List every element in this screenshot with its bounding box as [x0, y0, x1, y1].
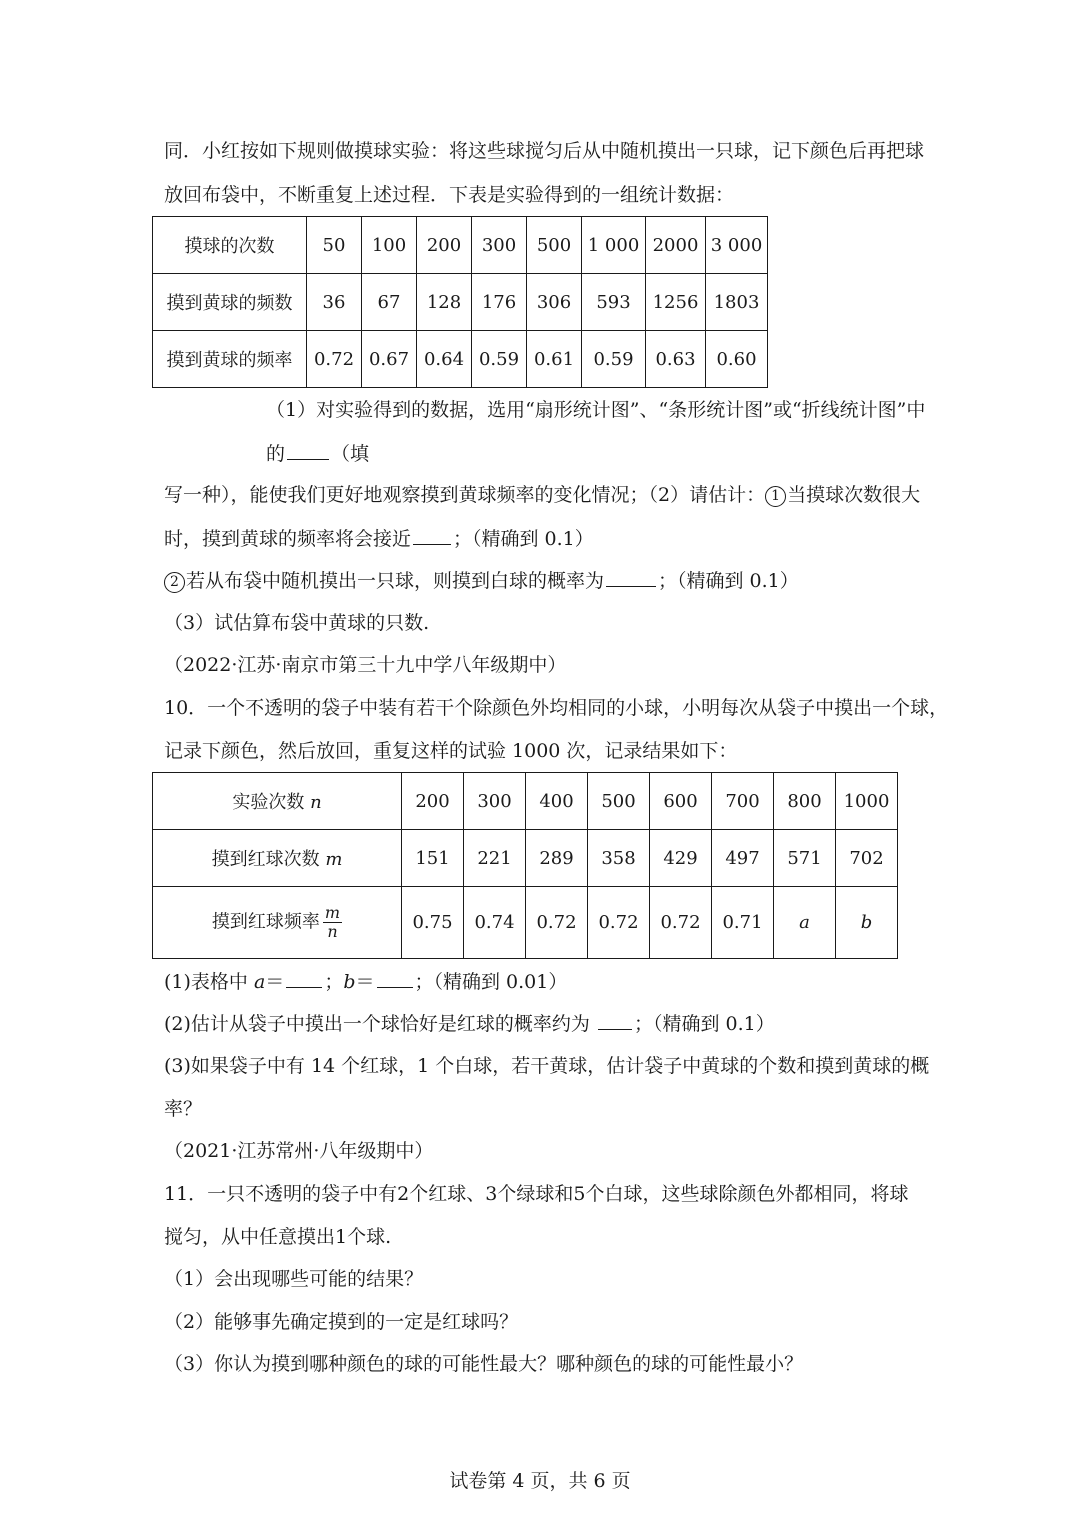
- table-cell: 176: [472, 274, 527, 331]
- q11-line1: 11．一只不透明的袋子中有2个红球、3个绿球和5个白球，这些球除颜色外都相同，将球: [164, 1183, 909, 1205]
- answer-blank[interactable]: [287, 441, 329, 460]
- row-label: 摸到红球频率: [211, 911, 320, 933]
- intro-line-2: 放回布袋中，不断重复上述过程．下表是实验得到的一组统计数据：: [164, 184, 735, 206]
- q9-part1-text-a: 的: [266, 443, 286, 465]
- q11-sub1: （1）会出现哪些可能的结果？: [164, 1268, 424, 1290]
- table-header-cell: 摸到黄球的频率: [153, 331, 307, 388]
- table-cell: 358: [588, 830, 650, 887]
- table-cell: 1000: [836, 773, 898, 830]
- q9-part3: （3）试估算布袋中黄球的只数.: [164, 612, 430, 634]
- fraction-m-over-n: [323, 904, 342, 941]
- table-cell: 0.60: [706, 331, 768, 388]
- table-cell: 36: [307, 274, 362, 331]
- q10-line2: 记录下颜色，然后放回，重复这样的试验 1000 次，记录结果如下：: [164, 740, 738, 762]
- q11-sub2: （2）能够事先确定摸到的一定是红球吗？: [164, 1311, 519, 1333]
- table-cell: 300: [464, 773, 526, 830]
- table-row: [153, 830, 898, 887]
- var-n: n: [310, 792, 322, 813]
- q9-part1-line2: [266, 441, 369, 466]
- equals-sign: ＝: [265, 971, 285, 993]
- q10-sub2: [164, 1011, 775, 1036]
- table-cell: 400: [526, 773, 588, 830]
- separator: ；: [324, 971, 344, 993]
- q10-sub3-line2: 率？: [164, 1098, 203, 1120]
- table-cell: 702: [836, 830, 898, 887]
- table-cell: 500: [588, 773, 650, 830]
- circled-number-1: 1: [765, 486, 786, 507]
- q9-part2-text-c: 若从布袋中随机摸出一只球，则摸到白球的概率为: [186, 570, 605, 592]
- q9-part2-line1: [164, 526, 594, 551]
- table-cell: 700: [712, 773, 774, 830]
- q10-sub1: [164, 969, 567, 994]
- table-cell: 429: [650, 830, 712, 887]
- q10-sub2-text: (2)估计从袋子中摸出一个球恰好是红球的概率约为: [164, 1013, 590, 1035]
- q9-part1-text-b: （填: [331, 443, 370, 465]
- fraction-numerator: m: [324, 903, 341, 922]
- table-row: [153, 773, 898, 830]
- source-q10: （2022·江苏·南京市第三十九中学八年级期中）: [164, 654, 567, 676]
- table-cell: 221: [464, 830, 526, 887]
- q11-sub3: （3）你认为摸到哪种颜色的球的可能性最大？哪种颜色的球的可能性最小？: [164, 1353, 804, 1375]
- equals-sign: ＝: [355, 971, 375, 993]
- table-row: [153, 331, 768, 388]
- table-cell: 0.63: [646, 331, 706, 388]
- table-cell: 0.64: [417, 331, 472, 388]
- table-header-cell: [153, 773, 402, 830]
- table-header-cell: [153, 830, 402, 887]
- table-row: [153, 274, 768, 331]
- intro-line-1: 同．小红按如下规则做摸球实验：将这些球搅匀后从中随机摸出一只球，记下颜色后再把球: [164, 140, 925, 162]
- table-cell: 0.71: [712, 887, 774, 959]
- table-header-cell: 摸到黄球的频数: [153, 274, 307, 331]
- q9-part1-line1: （1）对实验得到的数据，选用“扇形统计图”、“条形统计图”或“折线统计图”中: [266, 399, 926, 421]
- row-label: 实验次数: [232, 792, 305, 813]
- table-cell: 0.61: [527, 331, 582, 388]
- table-cell: 497: [712, 830, 774, 887]
- var-m: m: [325, 849, 343, 870]
- answer-blank[interactable]: [377, 969, 413, 988]
- table-cell: 1256: [646, 274, 706, 331]
- q11-line2: 搅匀，从中任意摸出1个球.: [164, 1226, 392, 1248]
- table-cell: 200: [417, 217, 472, 274]
- table-cell: 100: [362, 217, 417, 274]
- table-cell: 500: [527, 217, 582, 274]
- table-cell: 2000: [646, 217, 706, 274]
- q9-part1-line3: [164, 483, 920, 507]
- table-header-cell: 摸球的次数: [153, 217, 307, 274]
- table-cell: 200: [402, 773, 464, 830]
- q9-part1-text-c: 写一种），能使我们更好地观察摸到黄球频率的变化情况；（2）请估计：: [164, 484, 766, 506]
- table-cell: 289: [526, 830, 588, 887]
- q9-part2-text-d: ；（精确到 0.1）: [658, 570, 799, 592]
- var-a: a: [253, 971, 266, 993]
- table-cell: 593: [582, 274, 646, 331]
- source-q11: （2021·江苏常州·八年级期中）: [164, 1140, 434, 1162]
- table-header-cell: [153, 887, 402, 959]
- answer-blank[interactable]: [413, 526, 451, 545]
- var-b: b: [343, 971, 356, 993]
- table-cell: 0.72: [526, 887, 588, 959]
- table-cell: 600: [650, 773, 712, 830]
- table-cell: 3 000: [706, 217, 768, 274]
- table-cell: 67: [362, 274, 417, 331]
- q10-line1: 10．一个不透明的袋子中装有若干个除颜色外均相同的小球，小明每次从袋子中摸出一个球，: [164, 697, 949, 719]
- q10-sub1-suffix: ；（精确到 0.01）: [414, 971, 568, 993]
- answer-blank[interactable]: [606, 568, 656, 587]
- table-cell: 50: [307, 217, 362, 274]
- table-cell: 151: [402, 830, 464, 887]
- table-cell: 0.59: [472, 331, 527, 388]
- q9-part2-text-a: 时，摸到黄球的频率将会接近: [164, 528, 412, 550]
- table-cell: 0.67: [362, 331, 417, 388]
- yellow-ball-table: [152, 216, 768, 388]
- table-cell: 0.72: [650, 887, 712, 959]
- table-cell-b: b: [836, 887, 898, 959]
- q9-part2-text-b: ；（精确到 0.1）: [453, 528, 594, 550]
- table-cell: 300: [472, 217, 527, 274]
- q10-sub3-line1: (3)如果袋子中有 14 个红球，1 个白球，若干黄球，估计袋子中黄球的个数和摸到黄球的概: [164, 1055, 930, 1077]
- table-row: [153, 887, 898, 959]
- table-cell-a: a: [774, 887, 836, 959]
- answer-blank[interactable]: [286, 969, 322, 988]
- table-cell: 128: [417, 274, 472, 331]
- table-cell: 571: [774, 830, 836, 887]
- circled-number-2: 2: [164, 572, 185, 593]
- fraction-denominator: n: [327, 922, 338, 941]
- table-cell: 1803: [706, 274, 768, 331]
- q10-sub2-suffix: ；（精确到 0.1）: [633, 1013, 775, 1035]
- table-cell: 0.72: [588, 887, 650, 959]
- red-ball-table: [152, 772, 898, 959]
- q9-part2-line2: [164, 568, 799, 593]
- table-cell: 1 000: [582, 217, 646, 274]
- table-cell: 0.72: [307, 331, 362, 388]
- q10-sub1-prefix: (1)表格中: [164, 971, 254, 993]
- table-cell: 0.74: [464, 887, 526, 959]
- table-row: [153, 217, 768, 274]
- q9-part1-text-d: 当摸球次数很大: [787, 484, 921, 506]
- row-label: 摸到红球次数: [211, 849, 320, 870]
- answer-blank[interactable]: [598, 1011, 632, 1030]
- page-footer: 试卷第 4 页，共 6 页: [449, 1470, 631, 1492]
- table-cell: 0.59: [582, 331, 646, 388]
- table-cell: 0.75: [402, 887, 464, 959]
- table-cell: 306: [527, 274, 582, 331]
- table-cell: 800: [774, 773, 836, 830]
